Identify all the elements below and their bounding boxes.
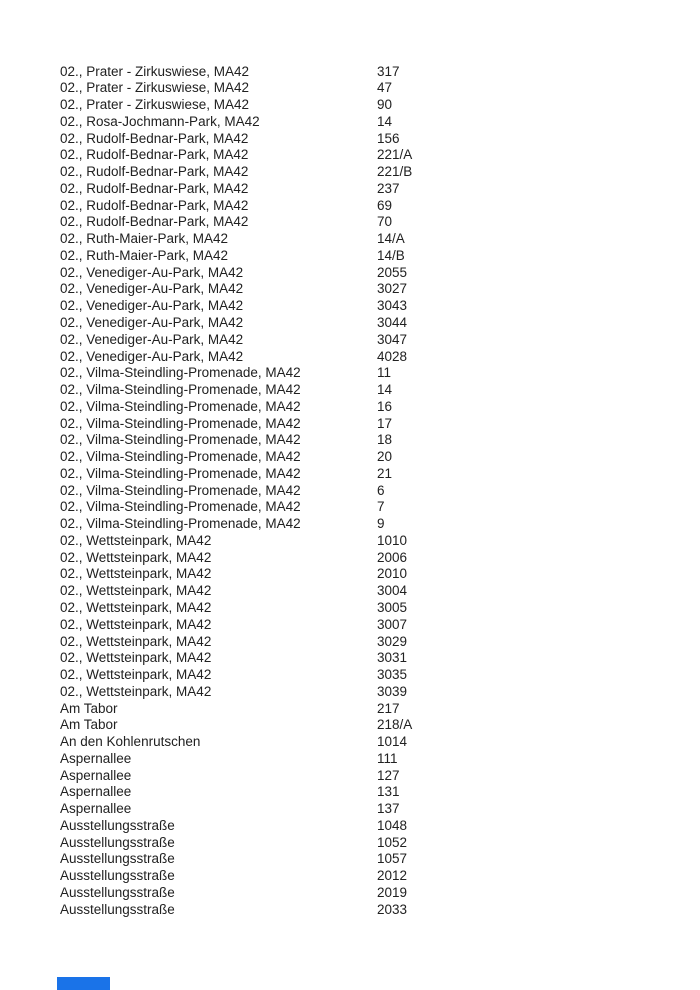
number-cell: 11 (377, 365, 392, 381)
table-row (60, 349, 700, 366)
number-cell: 14 (377, 113, 393, 129)
number-cell: 137 (377, 801, 400, 817)
location-cell: 02., Vilma-Steindling-Promenade, MA42 (60, 482, 301, 498)
location-cell: 02., Vilma-Steindling-Promenade, MA42 (60, 465, 301, 481)
location-cell: 02., Vilma-Steindling-Promenade, MA42 (60, 499, 301, 515)
table-row (60, 416, 700, 433)
location-cell: 02., Wettsteinpark, MA42 (60, 650, 212, 666)
table-row (60, 768, 700, 785)
table-row (60, 566, 700, 583)
number-cell: 4028 (377, 348, 408, 364)
location-cell: An den Kohlenrutschen (60, 734, 201, 750)
number-cell: 3039 (377, 683, 408, 699)
table-row (60, 382, 700, 399)
number-cell: 217 (377, 700, 400, 716)
location-cell: Ausstellungsstraße (60, 885, 175, 901)
number-cell: 1052 (377, 834, 408, 850)
table-row (60, 298, 700, 315)
location-cell: 02., Rudolf-Bednar-Park, MA42 (60, 180, 249, 196)
table-row (60, 885, 700, 902)
number-cell: 2012 (377, 868, 408, 884)
number-cell: 18 (377, 432, 393, 448)
number-cell: 3005 (377, 600, 408, 615)
location-cell: 02., Ruth-Maier-Park, MA42 (60, 231, 229, 247)
number-cell: 17 (377, 415, 393, 431)
location-cell: 02., Vilma-Steindling-Promenade, MA42 (60, 382, 301, 398)
table-row (60, 667, 700, 684)
number-cell: 111 (377, 750, 398, 766)
table-row (60, 214, 700, 231)
location-cell: 02., Vilma-Steindling-Promenade, MA42 (60, 365, 301, 381)
number-cell: 3029 (377, 633, 408, 649)
location-cell: 02., Venediger-Au-Park, MA42 (60, 281, 244, 297)
number-cell: 3004 (377, 583, 408, 599)
location-cell: 02., Wettsteinpark, MA42 (60, 532, 212, 548)
location-cell: 02., Wettsteinpark, MA42 (60, 566, 212, 582)
table-row (60, 466, 700, 483)
table-row (60, 650, 700, 667)
number-cell: 1010 (377, 532, 408, 548)
location-cell: 02., Vilma-Steindling-Promenade, MA42 (60, 398, 301, 414)
table-row (60, 265, 700, 282)
number-cell: 1014 (377, 734, 408, 750)
location-cell: 02., Venediger-Au-Park, MA42 (60, 298, 244, 314)
table-row (60, 550, 700, 567)
table-row (60, 533, 700, 550)
number-cell: 14/A (377, 231, 405, 247)
location-cell: 02., Wettsteinpark, MA42 (60, 667, 212, 683)
table-row (60, 717, 700, 734)
location-cell: 02., Venediger-Au-Park, MA42 (60, 314, 244, 330)
table-row (60, 231, 700, 248)
location-cell: 02., Rosa-Jochmann-Park, MA42 (60, 113, 260, 129)
location-cell: Ausstellungsstraße (60, 834, 175, 850)
table-row (60, 634, 700, 651)
location-cell: 02., Prater - Zirkuswiese, MA42 (60, 63, 250, 79)
number-cell: 14 (377, 382, 393, 398)
table-row (60, 851, 700, 868)
location-cell: Am Tabor (60, 717, 118, 733)
number-cell: 3044 (377, 314, 408, 330)
number-cell: 2010 (377, 566, 408, 582)
table-row (60, 281, 700, 298)
location-cell: Ausstellungsstraße (60, 901, 175, 917)
page-indicator (57, 977, 110, 990)
table-row (60, 583, 700, 600)
table-row (60, 248, 700, 265)
table-row (60, 483, 700, 500)
table-row (60, 365, 700, 382)
number-cell: 2033 (377, 901, 408, 917)
number-cell: 20 (377, 449, 393, 465)
table-row (60, 80, 700, 97)
table-row (60, 315, 700, 332)
location-cell: Ausstellungsstraße (60, 851, 175, 867)
table-row (60, 449, 700, 466)
location-cell: 02., Vilma-Steindling-Promenade, MA42 (60, 432, 301, 448)
table-row (60, 198, 700, 215)
table-row (60, 818, 700, 835)
number-cell: 156 (377, 130, 400, 146)
location-cell: 02., Prater - Zirkuswiese, MA42 (60, 97, 250, 113)
table-row (60, 701, 700, 718)
table-row (60, 114, 700, 131)
location-cell: 02., Venediger-Au-Park, MA42 (60, 264, 244, 280)
number-cell: 221/A (377, 147, 413, 163)
location-cell: Am Tabor (60, 700, 118, 716)
number-cell: 3007 (377, 616, 408, 632)
table-row (60, 734, 700, 751)
number-cell: 21 (377, 465, 393, 481)
location-cell: Aspernallee (60, 801, 132, 817)
number-cell: 16 (377, 398, 393, 414)
number-cell: 127 (377, 767, 400, 783)
number-cell: 3043 (377, 298, 408, 314)
table-row (60, 399, 700, 416)
location-cell: 02., Ruth-Maier-Park, MA42 (60, 247, 229, 263)
location-cell: 02., Rudolf-Bednar-Park, MA42 (60, 214, 249, 230)
table-row (60, 516, 700, 533)
number-cell: 70 (377, 214, 393, 230)
location-cell: 02., Wettsteinpark, MA42 (60, 583, 212, 599)
table-row (60, 131, 700, 148)
table-row (60, 902, 700, 919)
table-row (60, 868, 700, 885)
number-cell: 90 (377, 97, 393, 113)
location-cell: 02., Prater - Zirkuswiese, MA42 (60, 80, 250, 96)
location-cell: 02., Rudolf-Bednar-Park, MA42 (60, 147, 249, 163)
location-cell: Aspernallee (60, 750, 132, 766)
table-row (60, 499, 700, 516)
number-cell: 7 (377, 499, 385, 515)
location-cell: Aspernallee (60, 767, 132, 783)
table-row (60, 181, 700, 198)
number-cell: 221/B (377, 164, 413, 180)
location-cell: 02., Venediger-Au-Park, MA42 (60, 331, 244, 347)
table-row (60, 164, 700, 181)
number-cell: 1048 (377, 817, 408, 833)
location-cell: 02., Wettsteinpark, MA42 (60, 616, 212, 632)
number-cell: 69 (377, 197, 393, 213)
table-row (60, 432, 700, 449)
location-cell: 02., Rudolf-Bednar-Park, MA42 (60, 164, 249, 180)
table-row (60, 332, 700, 349)
number-cell: 3035 (377, 667, 408, 683)
location-cell: 02., Venediger-Au-Park, MA42 (60, 348, 244, 364)
table-row (60, 64, 700, 81)
table-row (60, 97, 700, 114)
location-cell: 02., Rudolf-Bednar-Park, MA42 (60, 130, 249, 146)
location-cell: 02., Wettsteinpark, MA42 (60, 549, 212, 565)
location-cell: 02., Wettsteinpark, MA42 (60, 683, 212, 699)
location-cell: 02., Wettsteinpark, MA42 (60, 633, 212, 649)
table-row (60, 147, 700, 164)
number-cell: 3047 (377, 331, 408, 347)
number-cell: 6 (377, 482, 385, 498)
number-cell: 3031 (377, 650, 408, 666)
number-cell: 218/A (377, 717, 413, 733)
table-row (60, 684, 700, 701)
table-row (60, 784, 700, 801)
number-cell: 131 (377, 784, 400, 800)
table-row (60, 801, 700, 818)
number-cell: 237 (377, 180, 400, 196)
number-cell: 2055 (377, 264, 408, 280)
table-row (60, 600, 700, 617)
location-cell: 02., Rudolf-Bednar-Park, MA42 (60, 197, 249, 213)
location-cell: Ausstellungsstraße (60, 868, 175, 884)
number-cell: 2006 (377, 549, 408, 565)
location-cell: 02., Vilma-Steindling-Promenade, MA42 (60, 449, 301, 465)
table-row (60, 617, 700, 634)
number-cell: 9 (377, 516, 385, 532)
location-table (60, 64, 700, 919)
number-cell: 14/B (377, 247, 405, 263)
location-cell: 02., Wettsteinpark, MA42 (60, 600, 212, 615)
location-cell: 02., Vilma-Steindling-Promenade, MA42 (60, 516, 301, 532)
table-row (60, 751, 700, 768)
location-cell: 02., Vilma-Steindling-Promenade, MA42 (60, 415, 301, 431)
number-cell: 47 (377, 80, 393, 96)
number-cell: 2019 (377, 885, 408, 901)
number-cell: 3027 (377, 281, 408, 297)
number-cell: 1057 (377, 851, 408, 867)
location-cell: Ausstellungsstraße (60, 817, 175, 833)
table-row (60, 835, 700, 852)
location-cell: Aspernallee (60, 784, 132, 800)
number-cell: 317 (377, 63, 400, 79)
